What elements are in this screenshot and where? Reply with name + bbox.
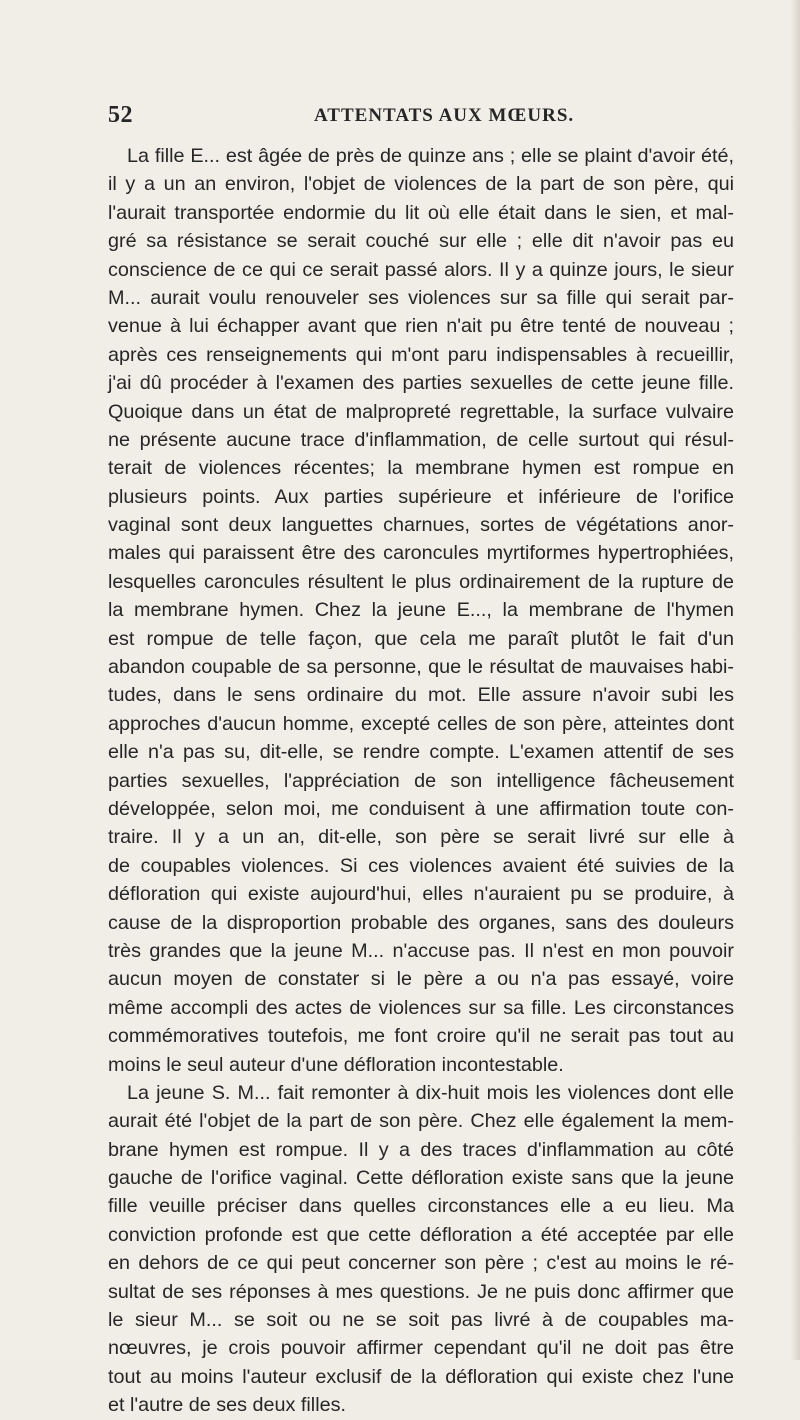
text-line: après ces renseignements qui m'ont paru indispensables à recueillir, <box>108 343 734 366</box>
text-line: Quoique dans un état de malpropreté regrettable, la surface vulvaire <box>108 400 734 423</box>
page-number: 52 <box>108 102 133 128</box>
text-line: très grandes que la jeune M... n'accuse pas. Il n'est en mon pouvoir <box>108 939 734 962</box>
text-line: le sieur M... se soit ou ne se soit pas livré à de coupables ma- <box>108 1309 734 1332</box>
text-line: gré sa résistance se serait couché sur elle ; elle dit n'avoir pas eu <box>108 230 734 253</box>
text-line: est rompue de telle façon, que cela me paraît plutôt le fait d'un <box>108 627 734 650</box>
text-line: moins le seul auteur d'une défloration incontestable. <box>108 1053 564 1076</box>
text-line: et l'autre de ses deux filles. <box>108 1394 346 1417</box>
text-line: approches d'aucun homme, excepté celles de son père, atteintes dont <box>108 712 734 735</box>
text-line: traire. Il y a un an, dit-elle, son père se serait livré sur elle à <box>108 826 734 849</box>
text-line: l'aurait transportée endormie du lit où elle était dans le sien, et mal- <box>108 201 734 224</box>
text-line: lesquelles caroncules résultent le plus ordinairement de la rupture de <box>108 570 734 593</box>
text-line: tudes, dans le sens ordinaire du mot. Elle assure n'avoir subi les <box>108 684 734 707</box>
page-header <box>108 102 720 130</box>
text-line: M... aurait voulu renouveler ses violences sur sa fille qui serait par- <box>108 286 734 309</box>
text-line: même accompli des actes de violences sur sa fille. Les circonstances <box>108 996 734 1019</box>
text-line: La fille E... est âgée de près de quinze ans ; elle se plaint d'avoir été, <box>127 145 734 167</box>
text-line: de coupables violences. Si ces violences avaient été suivies de la <box>108 854 734 877</box>
text-line: abandon coupable de sa personne, que le résultat de mauvaises habi- <box>108 656 734 679</box>
text-line: elle n'a pas su, dit-elle, se rendre compte. L'examen attentif de ses <box>108 741 734 764</box>
text-line: aucun moyen de constater si le père a ou n'a pas essayé, voire <box>108 968 734 991</box>
text-line: cause de la disproportion probable des organes, sans des douleurs <box>108 911 734 934</box>
text-line: plusieurs points. Aux parties supérieure et inférieure de l'orifice <box>108 485 734 508</box>
text-line: il y a un an environ, l'objet de violences de la part de son père, qui <box>108 173 734 196</box>
page-edge-shadow <box>790 0 800 1360</box>
text-line: ne présente aucune trace d'inflammation, de celle surtout qui résul- <box>108 428 734 451</box>
body-text <box>108 142 734 1420</box>
text-line: en dehors de ce qui peut concerner son père ; c'est au moins le ré- <box>108 1252 734 1275</box>
text-line: brane hymen est rompue. Il y a des traces d'inflammation au côté <box>108 1138 734 1161</box>
text-line: fille veuille préciser dans quelles circonstances elle a eu lieu. Ma <box>108 1195 734 1218</box>
text-line: tout au moins l'auteur exclusif de la défloration qui existe chez l'une <box>108 1365 734 1388</box>
text-line: conviction profonde est que cette défloration a été acceptée par elle <box>108 1223 734 1246</box>
text-line: défloration qui existe aujourd'hui, elles n'auraient pu se produire, à <box>108 883 734 906</box>
text-line: développée, selon moi, me conduisent à une affirmation toute con- <box>108 797 734 820</box>
text-line: males qui paraissent être des caroncules myrtiformes hypertrophiées, <box>108 542 734 565</box>
text-line: conscience de ce qui ce serait passé alors. Il y a quinze jours, le sieur <box>108 258 734 281</box>
text-line: commémoratives toutefois, me font croire qu'il ne serait pas tout au <box>108 1025 734 1048</box>
text-line: nœuvres, je crois pouvoir affirmer cependant qu'il ne doit pas être <box>108 1337 734 1360</box>
text-line: sultat de ses réponses à mes questions. Je ne puis donc affirmer que <box>108 1280 734 1303</box>
running-title: ATTENTATS AUX MŒURS. <box>314 105 575 126</box>
text-line: j'ai dû procéder à l'examen des parties sexuelles de cette jeune fille. <box>108 372 734 395</box>
text-line: terait de violences récentes; la membrane hymen est rompue en <box>108 457 734 480</box>
text-line: aurait été l'objet de la part de son père. Chez elle également la mem- <box>108 1110 734 1133</box>
text-line: gauche de l'orifice vaginal. Cette défloration existe sans que la jeune <box>108 1167 734 1190</box>
text-line: vaginal sont deux languettes charnues, sortes de végétations anor- <box>108 514 734 537</box>
text-line: parties sexuelles, l'appréciation de son intelligence fâcheusement <box>108 769 734 792</box>
text-line: La jeune S. M... fait remonter à dix-huit mois les violences dont elle <box>127 1081 734 1104</box>
text-line: venue à lui échapper avant que rien n'ait pu être tenté de nouveau ; <box>108 315 734 338</box>
text-line: la membrane hymen. Chez la jeune E..., la membrane de l'hymen <box>108 599 734 622</box>
